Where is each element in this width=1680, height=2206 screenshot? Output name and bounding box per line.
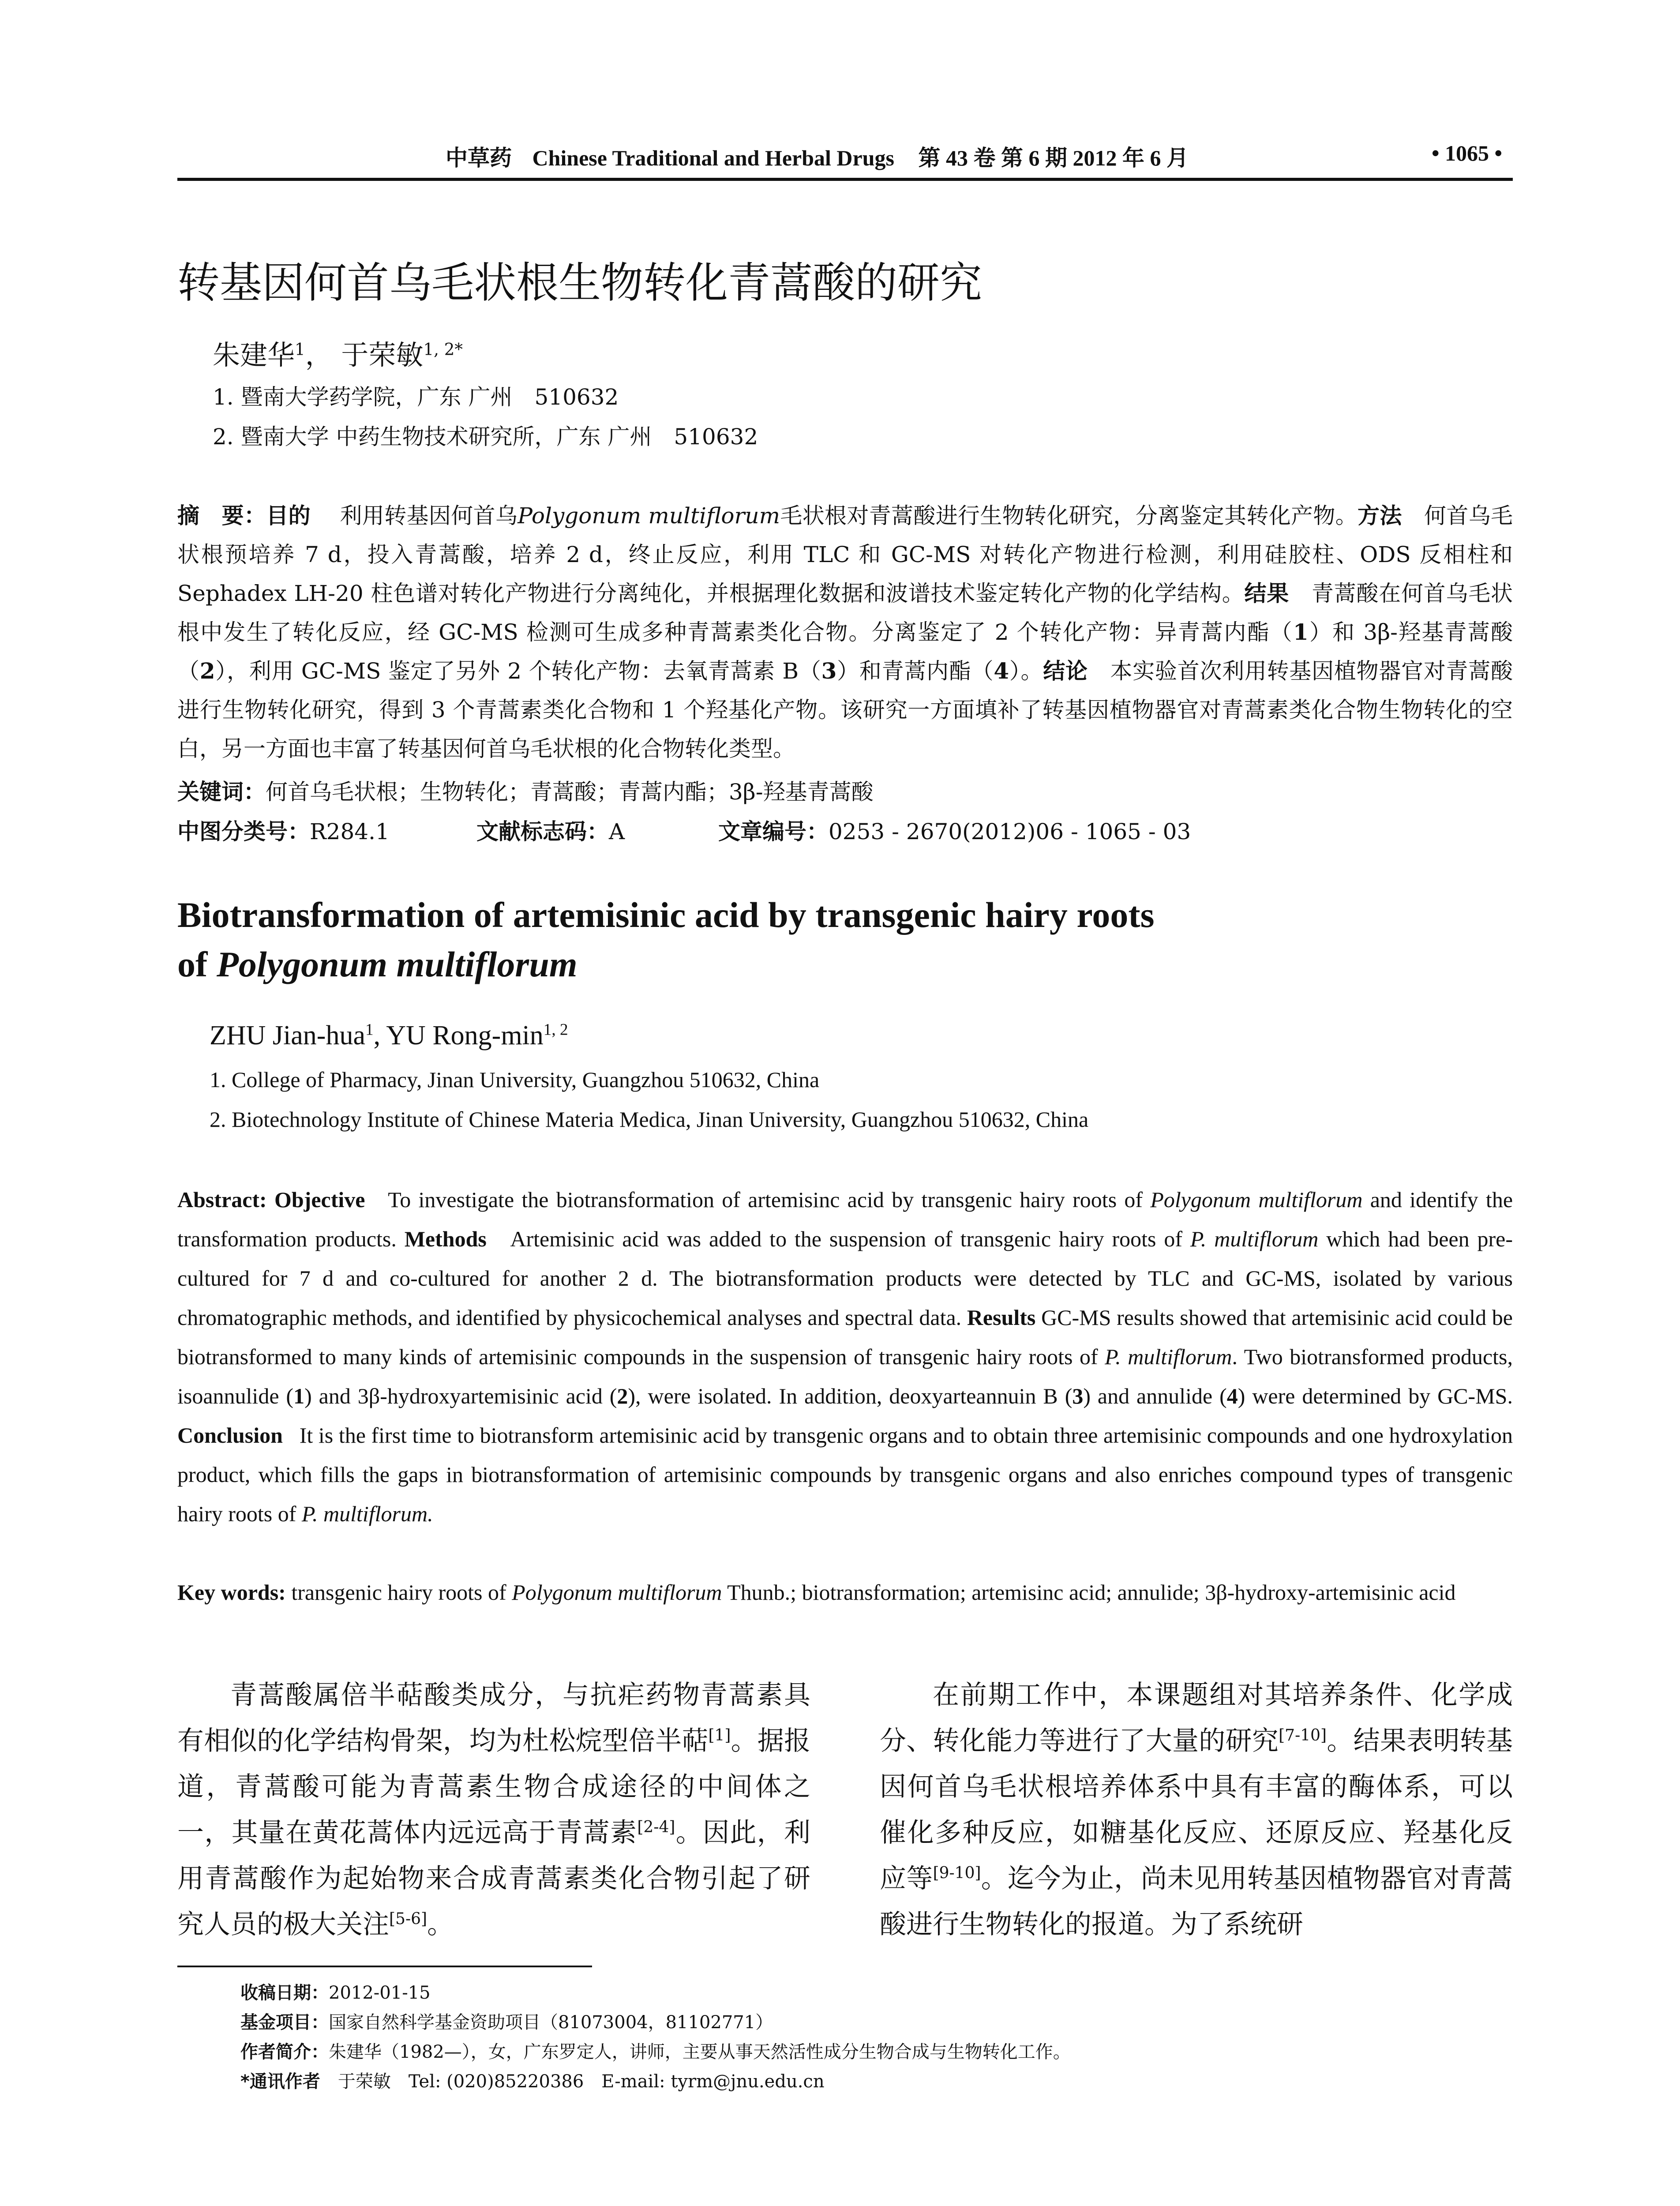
issue-info: 第 43 卷 第 6 期 2012 年 6 月 [918,146,1189,170]
header-rule [177,178,1513,181]
compound-number: 1 [1293,619,1309,645]
objective-text-en: To investigate the biotransformation of artemisinc acid by transgenic hairy roots of [388,1187,1151,1212]
methods-label-cn: 方法 [1358,503,1402,529]
authors-en [210,1020,568,1051]
methods-label-en: Methods [404,1227,487,1251]
running-header [446,140,1189,172]
art-label: 文章编号： [718,819,829,844]
results-text-en-2: . Two biotransformed products, isoannulide ( [177,1344,1513,1408]
compound-number: 4 [994,658,1009,684]
species-name-en: Polygonum multiflorum [1150,1187,1363,1212]
results-text-cn: 青蒿酸在何首乌毛状根中发生了转化反应，经 GC-MS 检测可生成多种青蒿素类化合物。分离鉴定了 2 个转化产物：异青蒿内酯（ [177,581,1513,645]
footnote-text: 2012-01-15 [329,1983,431,2003]
compound-number-en: 1 [293,1384,305,1408]
results-text-cn-3: ），利用 GC-MS 鉴定了另外 2 个转化产物：去氧青蒿素 B（ [215,658,821,684]
abstract-label-cn: 摘 要： [177,503,266,529]
body-text: 青蒿酸属倍半萜酸类成分，与抗疟药物青蒿素具有相似的化学结构骨架，均为杜松烷型倍半萜 [177,1680,810,1756]
results-text-cn-2: ）和 3β-羟基青蒿酸（ [177,619,1513,684]
author-separator-en: , [373,1020,386,1050]
author-2-cn: 于荣敏 [341,339,424,371]
author-separator: ， [305,339,333,371]
body-text: 。因此，利用青蒿酸作为起始物来合成青蒿素类化合物引起了研究人员的极大关注 [177,1817,811,1940]
citation: [2-4] [637,1818,675,1836]
conclusion-label-cn: 结论 [1043,658,1088,684]
footnote-text: 国家自然科学基金资助项目（81073004，81102771） [329,2012,773,2033]
footnote-received [240,1979,431,2004]
keywords-label-cn: 关键词： [177,779,266,805]
methods-text-en-2: which had been pre-cultured for 7 d and co-cultured for another 2 d. The biotransformation products were detected by TLC and GC-MS, isolated by various chromatographic methods, and identified by physicochemical analyses and spectral data. [177,1227,1513,1330]
author-1-cn: 朱建华 [213,339,295,371]
keywords-text-cn: 何首乌毛状根；生物转化；青蒿酸；青蒿内酯；3β-羟基青蒿酸 [266,779,874,805]
article-number [718,814,1191,846]
art-value: 0253 - 2670(2012)06 - 1065 - 03 [829,819,1191,844]
affiliation-1-cn: 1. 暨南大学药学院，广东 广州 510632 [213,384,619,410]
footnote-label: 作者简介： [240,2042,329,2062]
results-text-en-3: ) and 3β-hydroxyartemisinic acid ( [304,1384,617,1408]
abstract-en [177,1180,1513,1534]
body-text: 。据报道，青蒿酸可能为青蒿素生物合成途径的中间体之一，其量在黄花蒿体内远远高于青蒿素 [177,1726,811,1848]
footnote-rule [177,1966,592,1967]
results-label-cn: 结果 [1244,581,1290,606]
methods-text-cn: 何首乌毛状根预培养 7 d，投入青蒿酸，培养 2 d，终止反应，利用 TLC 和 GC-MS 对转化产物进行检测，利用硅胶柱、ODS 反相柱和 Sephadex LH-20 柱色谱对转化产物进行分离纯化，并根据理化数据和波谱技术鉴定转化产物的化学结构。 [177,503,1513,606]
objective-label-cn: 目的 [266,503,311,529]
results-label-en: Results [967,1305,1036,1330]
clc-value: R284.1 [310,819,390,844]
objective-text-en-2: and identify the transformation products. [177,1187,1513,1251]
affiliation-1-en: 1. College of Pharmacy, Jinan University, Guangzhou 510632, China [210,1067,820,1092]
body-text: 。 [427,1909,454,1940]
body-text: 。迄今为止，尚未见用转基因植物器官对青蒿酸进行生物转化的报道。为了系统研 [880,1863,1513,1940]
footnote-corresponding [240,2067,825,2093]
species-name-en: Polygonum multiflorum [512,1580,722,1605]
compound-number-en: 2 [617,1384,628,1408]
authors-cn [213,333,463,372]
journal-name-en: Chinese Traditional and Herbal Drugs [532,146,894,170]
keywords-label-en: Key words: [177,1580,286,1605]
doc-value: A [609,819,625,844]
author-1-affil-cn: 1 [295,339,305,359]
results-text-cn-4: ）和青蒿内酯（ [836,658,994,684]
footnote-author-bio [240,2038,1071,2063]
author-1-en: ZHU Jian-hua [210,1020,365,1050]
compound-number: 2 [199,658,215,684]
title-en-line-1: Biotransformation of artemisinic acid by transgenic hairy roots [177,895,1155,935]
title-en-species: Polygonum multiflorum [216,944,578,984]
author-2-affil-en: 1, 2 [543,1020,568,1039]
compound-number: 3 [821,658,837,684]
citation: [1] [708,1726,731,1745]
author-2-affil-cn: 1, 2* [423,339,463,359]
footnote-text: 朱建华（1982—），女，广东罗定人，讲师，主要从事天然活性成分生物合成与生物转化工作。 [329,2042,1071,2062]
species-name-en: P. multiflorum. [301,1501,433,1526]
page-number: • 1065 • [1432,141,1503,165]
body-text: 。结果表明转基因何首乌毛状根培养体系中具有丰富的酶体系，可以催化多种反应，如糖基化反应、还原反应、羟基化反应等 [880,1726,1513,1894]
keywords-cn [177,774,874,806]
citation: [9-10] [933,1864,981,1882]
author-1-affil-en: 1 [365,1020,374,1039]
footnote-text: 于荣敏 Tel: (020)85220386 E-mail: tyrm@jnu.edu.cn [320,2071,825,2092]
objective-label-en: Objective [274,1187,365,1212]
conclusion-text-cn: 本实验首次利用转基因植物器官对青蒿酸进行生物转化研究，得到 3 个青蒿素类化合物和 1 个羟基化产物。该研究一方面填补了转基因植物器官对青蒿素类化合物生物转化的空白，另一方面也丰富了转基因何首乌毛状根的化合物转化类型。 [177,658,1513,762]
results-text-cn-5: ）。 [1009,658,1043,684]
results-text-en: GC-MS results showed that artemisinic acid could be biotransformed to many kinds of artemisinic compounds in the suspension of transgenic hairy roots of [177,1305,1513,1369]
article-title-en [177,890,1155,989]
body-column-right [880,1672,1513,1947]
conclusion-label-en: Conclusion [177,1423,283,1448]
compound-number-en: 3 [1072,1384,1084,1408]
keywords-text-en: transgenic hairy roots of [285,1580,512,1605]
affiliation-2-cn: 2. 暨南大学 中药生物技术研究所，广东 广州 510632 [213,424,758,450]
objective-text-cn-2: 毛状根对青蒿酸进行生物转化研究，分离鉴定其转化产物。 [780,503,1358,529]
compound-number-en: 4 [1226,1384,1238,1408]
conclusion-text-en: It is the first time to biotransform artemisinic acid by transgenic organs and to obtain three artemisinic compounds and one hydroxylation product, which fills the gaps in biotransformation of artemisinic compounds by transgenic organs and also enriches compound types of transgenic hairy roots of [177,1423,1513,1526]
keywords-text-en-2: Thunb.; biotransformation; artemisinc acid; annulide; 3β-hydroxy-artemisinic acid [722,1580,1456,1605]
abstract-label-en: Abstract: [177,1187,267,1212]
body-text: 在前期工作中，本课题组对其培养条件、化学成分、转化能力等进行了大量的研究 [880,1680,1513,1756]
footnote-funding [240,2008,773,2033]
author-2-en: YU Rong-min [386,1020,544,1050]
species-name-en: P. multiflorum [1190,1227,1319,1251]
keywords-en [177,1573,1513,1612]
clc-label: 中图分类号： [177,819,310,844]
title-en-prefix: of [177,944,217,984]
body-column-left [177,1672,810,1947]
results-text-en-4: ), were isolated. In addition, deoxyarteannuin B ( [628,1384,1072,1408]
species-name-en: P. multiflorum [1105,1344,1232,1369]
species-name: Polygonum multiflorum [518,503,780,529]
doc-label: 文献标志码： [476,819,609,844]
abstract-cn [177,496,1513,768]
results-text-en-5: ) and annulide ( [1083,1384,1227,1408]
methods-text-en: Artemisinic acid was added to the suspension of transgenic hairy roots of [510,1227,1190,1251]
journal-name-cn: 中草药 [446,145,512,171]
affiliation-2-en: 2. Biotechnology Institute of Chinese Materia Medica, Jinan University, Guangzhou 510632, China [210,1107,1089,1132]
results-text-en-6: ) were determined by GC-MS. [1238,1384,1513,1408]
classification-line [177,814,390,846]
citation: [5-6] [389,1910,428,1928]
article-title-cn: 转基因何首乌毛状根生物转化青蒿酸的研究 [177,258,982,308]
objective-text-cn: 利用转基因何首乌 [340,503,518,529]
citation: [7-10] [1279,1726,1327,1745]
footnote-label: 收稿日期： [240,1983,329,2003]
document-code [476,814,625,846]
title-en-line-2 [177,940,1155,989]
footnote-label: 基金项目： [240,2012,329,2033]
footnote-label: *通讯作者 [240,2071,320,2092]
